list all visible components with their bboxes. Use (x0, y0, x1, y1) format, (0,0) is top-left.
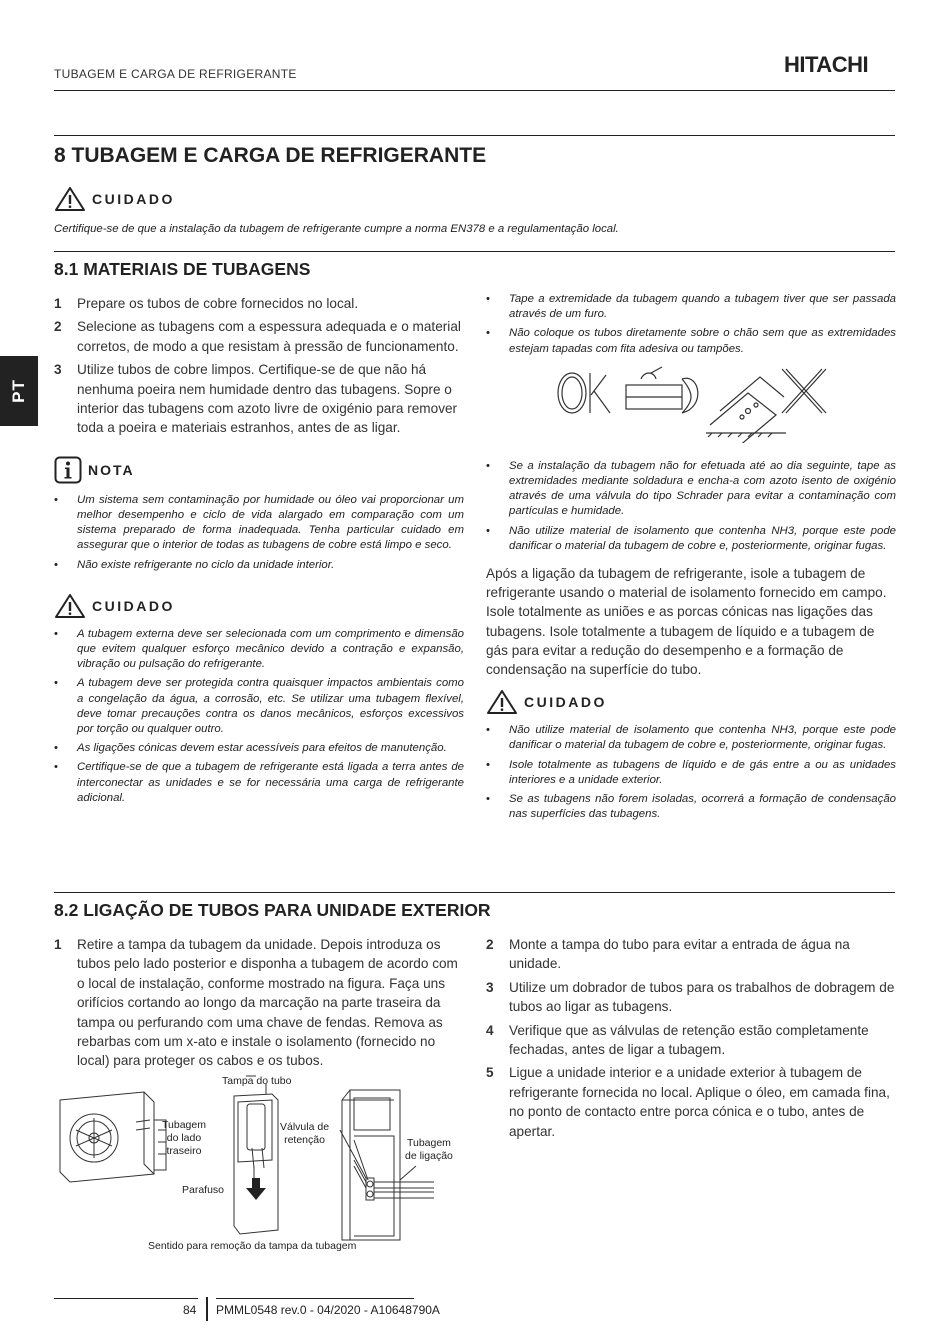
label-conn-line2: de ligação (405, 1150, 453, 1162)
right-bullets-b (486, 459, 896, 554)
bullet-text: Tape a extremidade da tubagem quando a tubagem tiver que ser passada através de um furo. (509, 293, 896, 321)
warning-icon (54, 593, 86, 619)
list-item: • Se as tubagens não forem isoladas, ocorrerá a formação de condensação nas superfícies das tubagens. (486, 792, 896, 822)
s82-rule (54, 892, 895, 893)
s81-steps (54, 294, 464, 438)
list-item (54, 317, 464, 356)
step-number: 1 (54, 296, 62, 311)
bullet-text: A tubagem deve ser protegida contra quaisquer impactos ambientais como a congelação da água, a corrosão, etc. Se utilizar uma tubagem flexível, deve tomar precauções contra os danos mecânicos, esforços excessivos por torção ou qualquer outro. (77, 677, 464, 736)
note-bullets (54, 493, 464, 573)
top-caution-text: Certifique-se de que a instalação da tubagem de refrigerante cumpre a norma EN378 e a regulamentação local. (54, 223, 619, 235)
step-number: 3 (486, 979, 494, 995)
label-rear-line2: do lado (166, 1132, 202, 1144)
list-item (486, 1021, 896, 1060)
footer-divider (206, 1297, 208, 1321)
step-text: Monte a tampa do tubo para evitar a entrada de água na unidade. (509, 937, 850, 972)
list-item: • As ligações cónicas devem estar acessíveis para efeitos de manutenção. (54, 741, 464, 756)
label-check-valve (280, 1121, 329, 1147)
language-tab (0, 356, 38, 426)
bullet-text: Não utilize material de isolamento que contenha NH3, porque este pode danificar o material da tubagem de cobre e, posteriormente, originar fugas. (509, 524, 896, 552)
label-conn-line1: Tubagem (406, 1137, 451, 1149)
step-text: Ligue a unidade interior e a unidade exterior à tubagem de refrigerante fornecida no local. Aplique o óleo, em camada fina, no ponto de contacto entre porca cónica e o tubo, antes de apertar. (509, 1065, 890, 1139)
step-number: 5 (486, 1065, 494, 1081)
list-item: • Se a instalação da tubagem não for efetuada até ao dia seguinte, tape as extremidades mediante soldadura e encha-a com azoto isento de oxigénio através de uma válvula do tipo Schrader para evitar a contaminação com partículas e humidade. (486, 459, 896, 520)
step-number: 2 (54, 319, 62, 335)
warning-icon (486, 689, 518, 715)
footer-rule-right (216, 1298, 414, 1299)
label-connection-piping (405, 1137, 453, 1163)
caution-title: CUIDADO (92, 597, 175, 614)
page-number: 84 (183, 1303, 197, 1317)
figure-caption: Sentido para remoção da tampa da tubagem (148, 1240, 357, 1252)
list-item (486, 1063, 896, 1141)
bullet-text: Isole totalmente as tubagens de líquido e de gás entre a ou as unidades interiores e a unidade exterior. (509, 758, 896, 786)
bullet-text: Se as tubagens não forem isoladas, ocorrerá a formação de condensação nas superfícies das tubagens. (509, 793, 896, 821)
list-item: • Isole totalmente as tubagens de líquido e de gás entre a ou as unidades interiores e a unidade exterior. (486, 758, 896, 788)
list-item: • Não coloque os tubos diretamente sobre o chão sem que as extremidades estejam tapadas com fita adesiva ou tampões. (486, 326, 896, 356)
label-screw: Parafuso (182, 1184, 225, 1196)
label-rear-line3: traseiro (166, 1145, 202, 1157)
footer-rule-left (54, 1298, 198, 1299)
language-tab-label: PT (8, 379, 28, 403)
list-item (54, 360, 464, 438)
right-bullets-a (486, 292, 896, 357)
top-caution-title: CUIDADO (92, 191, 175, 207)
list-item: • A tubagem externa deve ser selecionada com um comprimento e dimensão que evitem qualquer esforço mecânico devido a contração e expansão, vibração ou pulsação do refrigerante. (54, 627, 464, 673)
label-rear-line1: Tubagem (162, 1119, 206, 1131)
bullet-text: Se a instalação da tubagem não for efetuada até ao dia seguinte, tape as extremidades mediante soldadura e encha-a com azoto isento de oxigénio através de uma válvula do tipo Schrader para evitar a contaminação com partículas e humidade. (509, 459, 896, 518)
caution-bullets (54, 627, 464, 806)
step-number: 1 (54, 937, 62, 952)
label-rear-piping (162, 1119, 206, 1158)
s81-right-column (486, 292, 896, 826)
s82-left-column (54, 935, 464, 1075)
step-text: Utilize um dobrador de tubos para os trabalhos de dobragem de tubos ao ligar as tubagens. (509, 979, 895, 1015)
s82-right-steps (486, 935, 896, 1141)
note-heading (54, 456, 464, 484)
s82-left-steps (54, 935, 464, 1071)
step-number: 2 (486, 937, 494, 952)
brand-logo: HITACHI (784, 52, 869, 77)
bullet-text: Não coloque os tubos diretamente sobre o chão sem que as extremidades estejam tapadas com fita adesiva ou tampões. (509, 327, 896, 355)
info-icon (54, 456, 82, 484)
step-text: Verifique que as válvulas de retenção estão completamente fechadas, antes de ligar a tubagem. (509, 1022, 869, 1058)
list-item: • Não existe refrigerante no ciclo da unidade interior. (54, 558, 464, 573)
caution2-bullets (486, 723, 896, 822)
s81-left-column (54, 294, 464, 810)
step-text: Prepare os tubos de cobre fornecidos no local. (77, 296, 359, 311)
label-pipe-cover: Tampa do tubo (222, 1075, 292, 1087)
caution2-heading (486, 689, 896, 715)
insulation-paragraph: Após a ligação da tubagem de refrigerante, isole a tubagem de refrigerante usando o material de isolamento fornecido em campo. Isole totalmente as uniões e as porcas cónicas nas ligações das tubagens. Isole totalmente a tubagem de líquido e a tubagem de gás para evitar a redução do desempenho e a formação de condensação na superfície do tubo. (486, 566, 887, 678)
step-text: Retire a tampa da tubagem da unidade. Depois introduza os tubos pelo lado posterior e disponha a tubagem de acordo com o local de instalação, conforme mostrado na figura. Faça uns orifícios cortando ao longo da marcação na parte traseira da tampa ou perfurando com uma chave de fendas. Remova as rebarbas com um x-ato e instale o isolamento (fornecido no local) para proteger os cabos e os tubos. (77, 937, 458, 1069)
caution-heading (54, 593, 464, 619)
list-item: • Um sistema sem contaminação por humidade ou óleo vai proporcionar um melhor desempenho e ciclo de vida alargado em comparação com um sistema preparado de forma inadequada. Tenha particular cuidado em assegurar que o interior de todas as tubagens de cobre está limpo e seco. (54, 493, 464, 554)
running-header: TUBAGEM E CARGA DE REFRIGERANTE (54, 67, 297, 81)
label-valve-line2: retenção (284, 1134, 325, 1146)
list-item: • Não utilize material de isolamento que contenha NH3, porque este pode danificar o material da tubagem de cobre e, posteriormente, originar fugas. (486, 723, 896, 753)
step-text: Utilize tubos de cobre limpos. Certifique-se de que não há nenhuma poeira nem humidade dentro das tubagens. Sopre o interior das tubagens com azoto livre de oxigénio para remover toda a poeira e materiais estranhos, antes de as ligar. (77, 362, 458, 436)
step-text: Selecione as tubagens com a espessura adequada e o material corretos, de modo a que resistam à pressão de funcionamento. (77, 319, 461, 354)
top-caution-heading (54, 186, 175, 212)
list-item: • Certifique-se de que a tubagem de refrigerante está ligada a terra antes de interconectar as unidades e se for necessária uma carga de refrigerante adicional. (54, 760, 464, 806)
list-item: • Não utilize material de isolamento que contenha NH3, porque este pode danificar o material da tubagem de cobre e, posteriormente, originar fugas. (486, 524, 896, 554)
s81-rule (54, 251, 895, 252)
bullet-text: Não utilize material de isolamento que contenha NH3, porque este pode danificar o material da tubagem de cobre e, posteriormente, originar fugas. (509, 724, 896, 752)
list-item: • A tubagem deve ser protegida contra quaisquer impactos ambientais como a congelação da água, a corrosão, etc. Se utilizar uma tubagem flexível, deve tomar precauções contra os danos mecânicos, esforços excessivos por torção ou qualquer outro. (54, 676, 464, 737)
step-number: 4 (486, 1022, 494, 1038)
bullet-text: Um sistema sem contaminação por humidade ou óleo vai proporcionar um melhor desempenho e ciclo de vida alargado em comparação com um sistema preparado de forma inadequada. Tenha particular cuidado em assegurar que o interior de todas as tubagens de cobre está limpo e seco. (77, 493, 464, 552)
bullet-text: As ligações cónicas devem estar acessíveis para efeitos de manutenção. (77, 742, 447, 755)
bullet-text: Certifique-se de que a tubagem de refrigerante está ligada a terra antes de interconectar as unidades e se for necessária uma carga de refrigerante adicional. (77, 761, 464, 804)
bullet-text: Não existe refrigerante no ciclo da unidade interior. (77, 558, 335, 571)
step-number: 3 (54, 362, 62, 378)
arrow-down-icon (246, 1178, 266, 1200)
list-item: • Tape a extremidade da tubagem quando a tubagem tiver que ser passada através de um furo. (486, 292, 896, 322)
list-item (486, 935, 896, 974)
header-rule (54, 90, 895, 91)
list-item (486, 978, 896, 1017)
pipe-handling-illustration (486, 363, 896, 443)
chapter-title: 8 TUBAGEM E CARGA DE REFRIGERANTE (54, 144, 487, 167)
warning-icon (54, 186, 86, 212)
bullet-text: A tubagem externa deve ser selecionada com um comprimento e dimensão que evitem qualquer esforço mecânico devido a contração e expansão, vibração ou pulsação do refrigerante. (77, 627, 464, 671)
label-valve-line1: Válvula de (280, 1121, 330, 1133)
list-item (54, 294, 464, 313)
document-reference: PMML0548 rev.0 - 04/2020 - A10648790A (216, 1303, 440, 1317)
s81-title: 8.1 MATERIAIS DE TUBAGENS (54, 259, 311, 279)
note-title: NOTA (88, 461, 135, 478)
list-item (54, 935, 464, 1071)
chapter-rule (54, 135, 895, 136)
s82-title: 8.2 LIGAÇÃO DE TUBOS PARA UNIDADE EXTERIOR (54, 900, 491, 920)
s82-right-column (486, 935, 896, 1145)
caution2-title: CUIDADO (524, 694, 607, 711)
